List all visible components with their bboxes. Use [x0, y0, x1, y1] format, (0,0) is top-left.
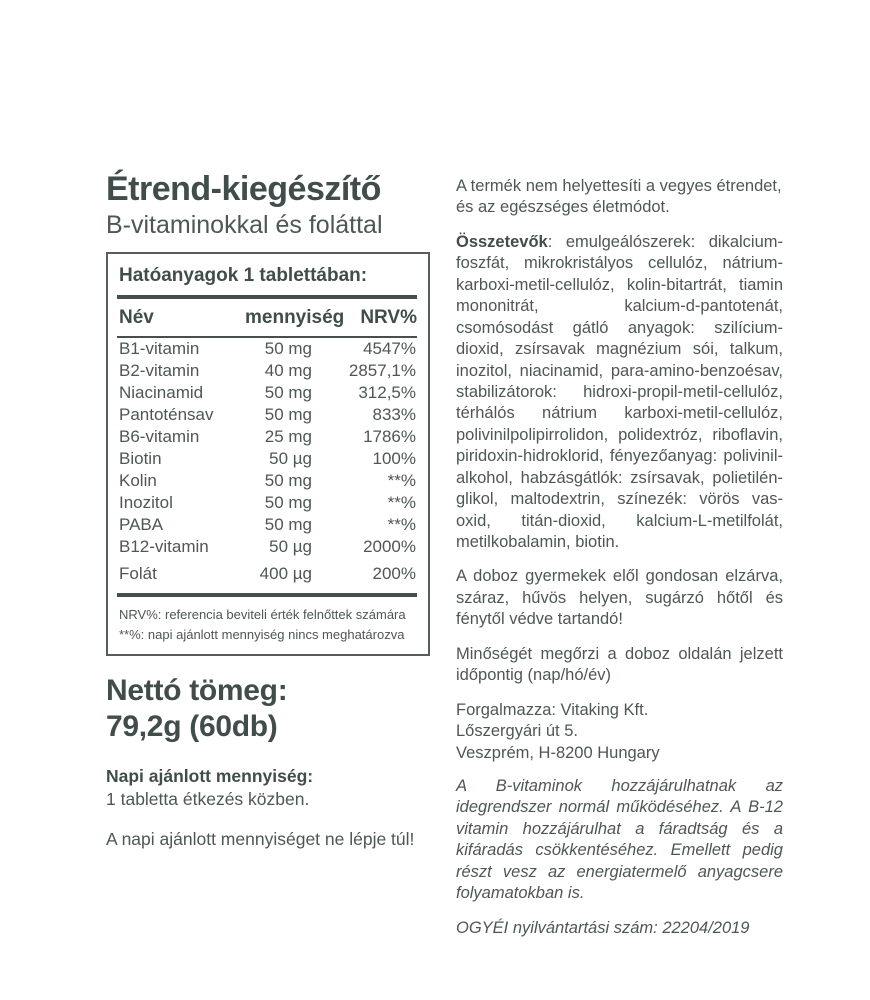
table-row — [117, 426, 417, 448]
dosage-block — [106, 765, 430, 811]
table-row — [117, 382, 417, 404]
nutrient-name: Inozitol — [119, 493, 173, 513]
nutrient-amount: 50 µg — [269, 449, 312, 469]
ingredients-label: Összetevők — [456, 232, 548, 251]
ingredients-text: : emulgeálószerek: dikalcium-foszfát, mikrokristályos cellulóz, nátrium-karboxi-metil-cellulóz, kolin-bitartrát, tiamin mononitrát, kalcium-d-pantotenát, csomósodást gátló anyagok: szilícium-dioxid, zsírsavak magnézium sói, talkum, inozitol, niacinamid, para-amino-benzoésav, stabilizátorok: hidroxi-propil-metil-cellulóz, térhálós nátrium karboxi-metil-cellulóz, polivinilpolipirrolidon, polidextróz, riboflavin, piridoxin-hidroklorid, fényezőanyag: polivinil-alkohol, habzásgátlók: zsírsavak, polietilén-glikol, maltodextrin, színezék: vörös vas-oxid, titán-dioxid, kalcium-L-metilfolát, metilkobalamin, biotin. — [456, 232, 783, 551]
registration-number: OGYÉI nyilvántartási szám: 22204/2019 — [456, 918, 750, 937]
nutrient-amount: 50 mg — [264, 493, 312, 513]
nutrient-name: Niacinamid — [119, 383, 204, 403]
nutrient-nrv: **% — [387, 493, 416, 513]
nutrient-name: Folát — [119, 564, 157, 584]
product-subtitle: B-vitaminokkal és foláttal — [106, 210, 383, 239]
right-column — [456, 176, 783, 952]
nutrient-nrv: **% — [387, 471, 416, 491]
dosage-label: Napi ajánlott mennyiség: — [106, 766, 314, 787]
net-weight-value: 79,2g (60db) — [106, 709, 278, 743]
net-weight-block — [106, 673, 430, 744]
dosage-warning: A napi ajánlott mennyiséget ne lépje túl! — [106, 828, 415, 849]
table-row — [117, 448, 417, 470]
table-row — [117, 558, 417, 585]
net-weight-label: Nettó tömeg: — [106, 674, 288, 708]
health-claims: A B-vitaminok hozzájárulhatnak az idegrendszer normál működéséhez. A B-12 vitamin hozzájárulhat a fáradtság és a kifáradás csökkentéséhez. Emellett pedig részt vesz az energiatermelő anyagcsere folyamatokban is. — [456, 776, 783, 903]
nutrient-name: PABA — [119, 515, 164, 535]
nutrient-amount: 50 mg — [264, 383, 312, 403]
nutrient-amount: 50 mg — [264, 515, 312, 535]
table-row — [117, 360, 417, 382]
table-row — [117, 536, 417, 558]
facts-table — [117, 299, 417, 585]
left-column — [106, 172, 430, 850]
ingredients-paragraph — [456, 232, 783, 554]
footnote-undetermined: **%: napi ajánlott mennyiség nincs meghatározva — [119, 626, 405, 642]
nutrient-amount: 25 mg — [264, 427, 312, 447]
nutrient-nrv: 4547% — [363, 339, 416, 359]
nutrient-nrv: 1786% — [363, 427, 416, 447]
table-row — [117, 492, 417, 514]
nutrient-name: B2-vitamin — [119, 361, 200, 381]
storage-warning: A doboz gyermekek elől gondosan elzárva, száraz, hűvös helyen, sugárzó hőtől és fénytől védve tartandó! — [456, 567, 783, 629]
facts-caption: Hatóanyagok 1 tablettában: — [119, 265, 368, 287]
product-title: Étrend-kiegészítő — [106, 170, 381, 208]
table-row — [117, 514, 417, 536]
column-header-amount: mennyiség — [245, 307, 345, 329]
nutrient-nrv: **% — [387, 515, 416, 535]
facts-rule-bottom — [117, 593, 417, 597]
distributor-line: Lőszergyári út 5. — [456, 722, 578, 741]
nutrient-name: B6-vitamin — [119, 427, 200, 447]
column-header-name: Név — [119, 307, 154, 329]
distributor-line: Veszprém, H-8200 Hungary — [456, 743, 660, 762]
footnote-nrv: NRV%: referencia beviteli érték felnőttek számára — [119, 607, 406, 623]
table-row — [117, 337, 417, 360]
nutrient-name: Biotin — [119, 449, 162, 469]
nutrient-amount: 40 mg — [264, 361, 312, 381]
nutrient-amount: 50 mg — [264, 339, 312, 359]
nutrient-nrv: 2000% — [363, 537, 416, 557]
distributor-block — [456, 700, 783, 764]
table-row — [117, 404, 417, 426]
nutrient-nrv: 2857,1% — [348, 361, 416, 381]
diet-notice: A termék nem helyettesíti a vegyes étrendet, és az egészséges életmódot. — [456, 177, 782, 217]
nutrient-amount: 50 mg — [264, 405, 312, 425]
nutrient-nrv: 312,5% — [358, 383, 416, 403]
nutrient-amount: 50 mg — [264, 471, 312, 491]
facts-footnotes — [117, 605, 417, 644]
table-row — [117, 470, 417, 492]
nutrient-nrv: 100% — [372, 449, 416, 469]
nutrient-name: B1-vitamin — [119, 339, 200, 359]
best-before-notice: Minőségét megőrzi a doboz oldalán jelzett időpontig (nap/hó/év) — [456, 644, 783, 685]
nutrient-amount: 400 µg — [259, 564, 312, 584]
nutrient-nrv: 833% — [372, 405, 416, 425]
facts-header-row — [117, 299, 417, 337]
nutrient-name: Pantoténsav — [119, 405, 214, 425]
nutrient-amount: 50 µg — [269, 537, 312, 557]
distributor-line: Forgalmazza: Vitaking Kft. — [456, 700, 649, 719]
nutrient-nrv: 200% — [372, 564, 416, 584]
supplement-facts-box — [106, 252, 430, 656]
nutrient-name: Kolin — [119, 471, 157, 491]
dosage-value: 1 tabletta étkezés közben. — [106, 788, 310, 809]
nutrient-name: B12-vitamin — [119, 537, 209, 557]
column-header-nrv: NRV% — [360, 307, 417, 329]
